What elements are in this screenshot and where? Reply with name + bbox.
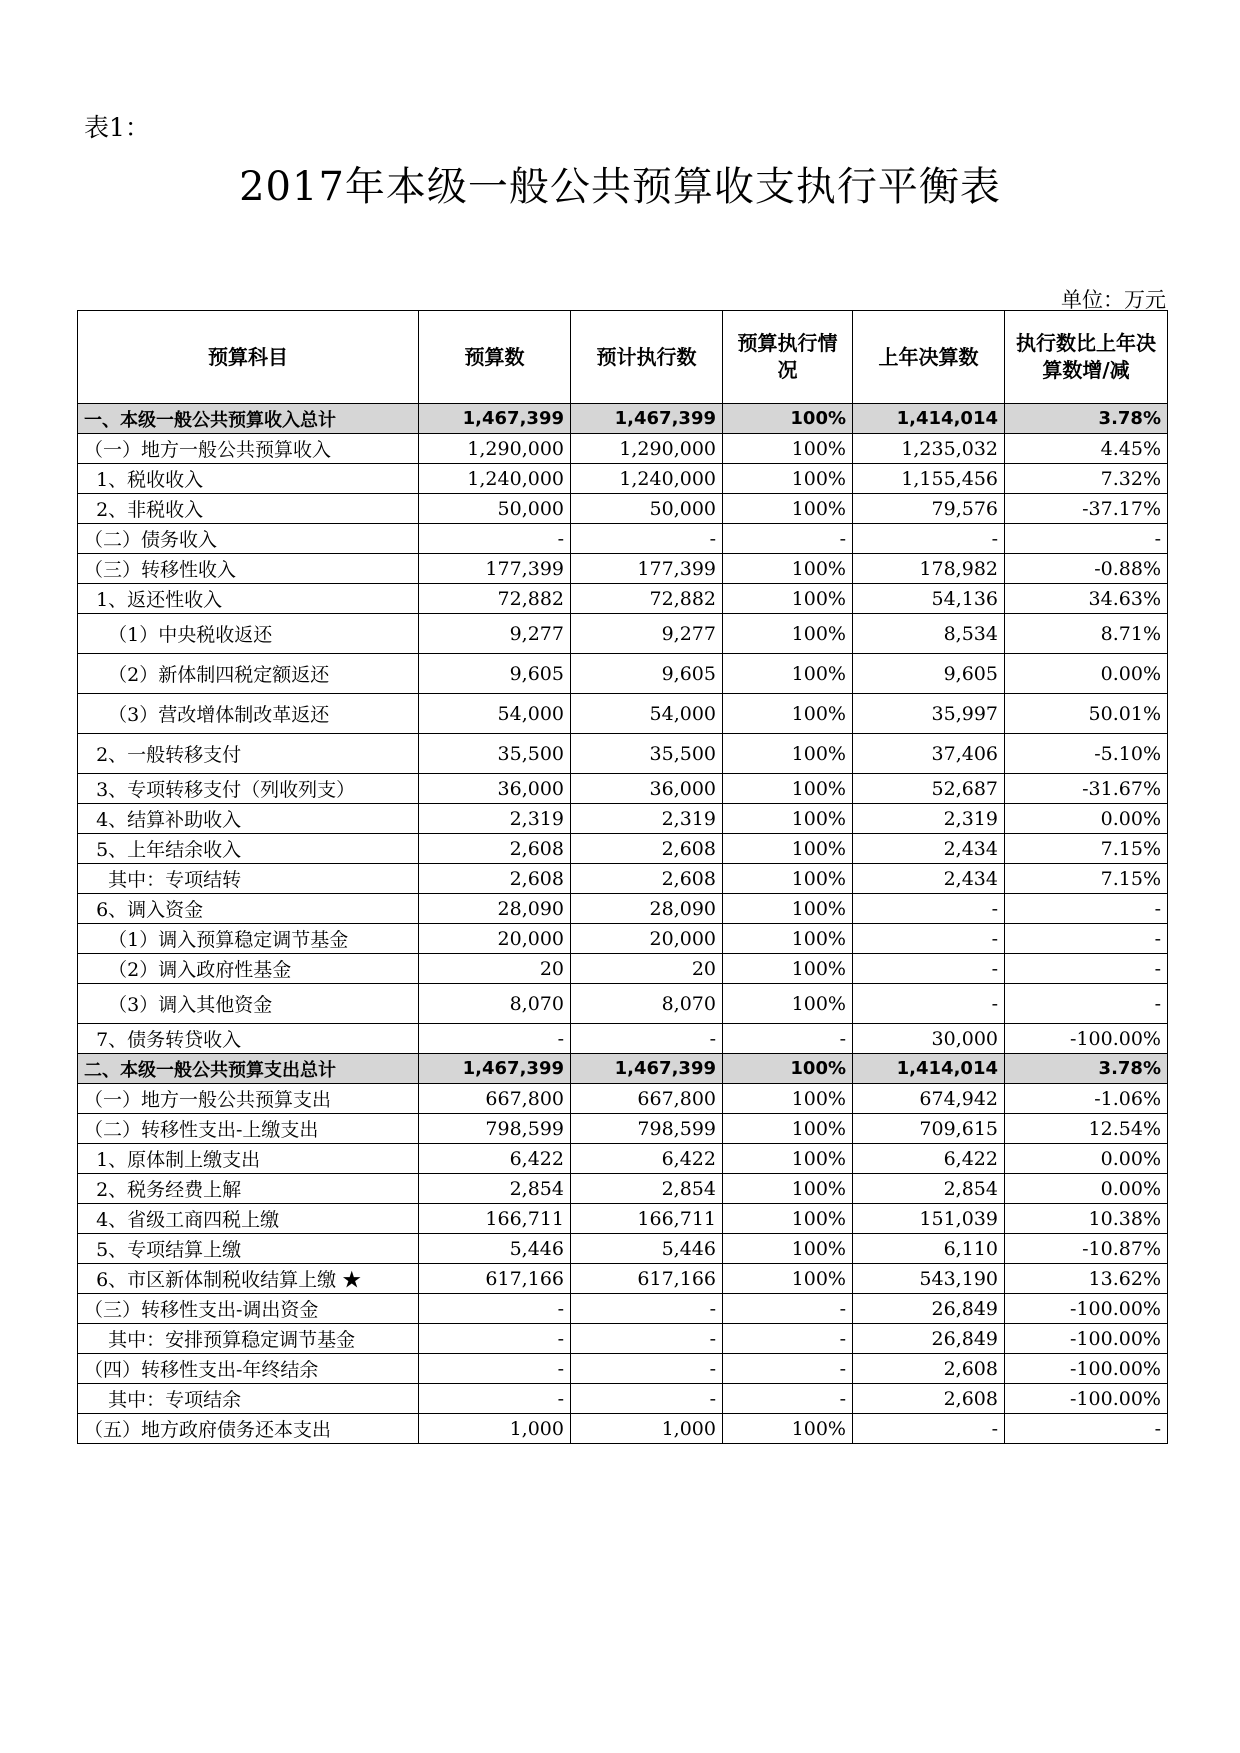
row-name: 3、专项转移支付（列收列支）: [78, 774, 419, 804]
row-name: 1、税收收入: [78, 464, 419, 494]
row-expected: 2,608: [571, 834, 723, 864]
row-change: -10.87%: [1005, 1234, 1168, 1264]
table-row: [78, 1264, 1168, 1294]
row-change: 4.45%: [1005, 434, 1168, 464]
row-name: （二）债务收入: [78, 524, 419, 554]
row-rate: 100%: [723, 464, 853, 494]
row-name: 7、债务转贷收入: [78, 1024, 419, 1054]
row-name: （1）调入预算稳定调节基金: [78, 924, 419, 954]
row-rate: -: [723, 1354, 853, 1384]
row-expected: 1,000: [571, 1414, 723, 1444]
row-name: 一、本级一般公共预算收入总计: [78, 404, 419, 434]
row-change: 0.00%: [1005, 1144, 1168, 1174]
row-budget: 50,000: [419, 494, 571, 524]
row-budget: 166,711: [419, 1204, 571, 1234]
row-rate: 100%: [723, 1084, 853, 1114]
row-name: 1、原体制上缴支出: [78, 1144, 419, 1174]
row-budget: -: [419, 1354, 571, 1384]
row-change: 12.54%: [1005, 1114, 1168, 1144]
page-title: 2017年本级一般公共预算收支执行平衡表: [239, 164, 1001, 210]
row-rate: 100%: [723, 434, 853, 464]
row-last-year: -: [853, 894, 1005, 924]
header-change: 执行数比上年决算数增/减: [1005, 311, 1168, 404]
row-budget: 1,467,399: [419, 404, 571, 434]
row-name: 6、调入资金: [78, 894, 419, 924]
header-budget: 预算数: [419, 311, 571, 404]
row-name: （2）新体制四税定额返还: [78, 654, 419, 694]
row-expected: 2,608: [571, 864, 723, 894]
row-last-year: 178,982: [853, 554, 1005, 584]
row-last-year: 26,849: [853, 1294, 1005, 1324]
row-last-year: 2,854: [853, 1174, 1005, 1204]
row-change: 13.62%: [1005, 1264, 1168, 1294]
row-expected: 798,599: [571, 1114, 723, 1144]
row-expected: -: [571, 1354, 723, 1384]
row-name: 1、返还性收入: [78, 584, 419, 614]
row-name: 4、结算补助收入: [78, 804, 419, 834]
row-rate: 100%: [723, 924, 853, 954]
row-budget: 9,277: [419, 614, 571, 654]
row-rate: -: [723, 1324, 853, 1354]
row-last-year: 52,687: [853, 774, 1005, 804]
row-name: 2、非税收入: [78, 494, 419, 524]
row-budget: -: [419, 524, 571, 554]
row-budget: 1,240,000: [419, 464, 571, 494]
row-budget: 617,166: [419, 1264, 571, 1294]
row-rate: -: [723, 1024, 853, 1054]
row-name: （一）地方一般公共预算收入: [78, 434, 419, 464]
row-expected: 9,605: [571, 654, 723, 694]
row-change: -100.00%: [1005, 1324, 1168, 1354]
row-change: 50.01%: [1005, 694, 1168, 734]
row-budget: 1,000: [419, 1414, 571, 1444]
row-expected: 36,000: [571, 774, 723, 804]
row-last-year: 2,434: [853, 834, 1005, 864]
row-rate: 100%: [723, 654, 853, 694]
table-row: [78, 1174, 1168, 1204]
row-change: -100.00%: [1005, 1384, 1168, 1414]
row-last-year: 2,608: [853, 1384, 1005, 1414]
row-change: -: [1005, 924, 1168, 954]
row-budget: 20: [419, 954, 571, 984]
row-last-year: 1,155,456: [853, 464, 1005, 494]
row-rate: 100%: [723, 584, 853, 614]
row-budget: 2,608: [419, 864, 571, 894]
row-rate: 100%: [723, 864, 853, 894]
table-row: [78, 614, 1168, 654]
row-rate: 100%: [723, 954, 853, 984]
row-change: -1.06%: [1005, 1084, 1168, 1114]
row-expected: -: [571, 524, 723, 554]
row-change: -37.17%: [1005, 494, 1168, 524]
row-name: （五）地方政府债务还本支出: [78, 1414, 419, 1444]
row-budget: 35,500: [419, 734, 571, 774]
row-expected: -: [571, 1024, 723, 1054]
row-name: （三）转移性收入: [78, 554, 419, 584]
row-budget: 8,070: [419, 984, 571, 1024]
row-last-year: 2,434: [853, 864, 1005, 894]
table-row: [78, 464, 1168, 494]
row-change: -100.00%: [1005, 1294, 1168, 1324]
row-budget: 177,399: [419, 554, 571, 584]
row-change: -100.00%: [1005, 1024, 1168, 1054]
row-rate: 100%: [723, 984, 853, 1024]
table-row: [78, 1234, 1168, 1264]
row-change: 7.15%: [1005, 864, 1168, 894]
table-row: [78, 984, 1168, 1024]
row-name: （3）营改增体制改革返还: [78, 694, 419, 734]
row-last-year: 35,997: [853, 694, 1005, 734]
row-expected: 2,319: [571, 804, 723, 834]
row-change: -0.88%: [1005, 554, 1168, 584]
row-name: （1）中央税收返还: [78, 614, 419, 654]
table-row: [78, 494, 1168, 524]
row-last-year: -: [853, 984, 1005, 1024]
row-expected: -: [571, 1294, 723, 1324]
row-rate: 100%: [723, 694, 853, 734]
row-expected: 28,090: [571, 894, 723, 924]
table-row: [78, 654, 1168, 694]
row-expected: 177,399: [571, 554, 723, 584]
row-rate: 100%: [723, 1204, 853, 1234]
row-rate: 100%: [723, 554, 853, 584]
row-change: 3.78%: [1005, 1054, 1168, 1084]
row-budget: 2,319: [419, 804, 571, 834]
row-budget: -: [419, 1324, 571, 1354]
row-last-year: -: [853, 1414, 1005, 1444]
table-row: [78, 694, 1168, 734]
row-expected: 35,500: [571, 734, 723, 774]
row-change: 0.00%: [1005, 1174, 1168, 1204]
row-budget: 1,467,399: [419, 1054, 571, 1084]
row-name: 其中：专项结余: [78, 1384, 419, 1414]
row-rate: 100%: [723, 804, 853, 834]
header-rate: 预算执行情况: [723, 311, 853, 404]
row-change: 8.71%: [1005, 614, 1168, 654]
row-name: 6、市区新体制税收结算上缴 ★: [78, 1264, 419, 1294]
row-expected: 2,854: [571, 1174, 723, 1204]
row-budget: 54,000: [419, 694, 571, 734]
table-row: [78, 954, 1168, 984]
row-budget: -: [419, 1024, 571, 1054]
row-last-year: 1,414,014: [853, 1054, 1005, 1084]
header-expected: 预计执行数: [571, 311, 723, 404]
row-name: 5、专项结算上缴: [78, 1234, 419, 1264]
row-expected: 20,000: [571, 924, 723, 954]
row-change: -31.67%: [1005, 774, 1168, 804]
row-last-year: 543,190: [853, 1264, 1005, 1294]
row-rate: 100%: [723, 1144, 853, 1174]
row-last-year: 26,849: [853, 1324, 1005, 1354]
table-row: [78, 434, 1168, 464]
row-name: 5、上年结余收入: [78, 834, 419, 864]
row-expected: 617,166: [571, 1264, 723, 1294]
row-budget: -: [419, 1294, 571, 1324]
row-change: -5.10%: [1005, 734, 1168, 774]
row-expected: 20: [571, 954, 723, 984]
row-name: （二）转移性支出-上缴支出: [78, 1114, 419, 1144]
row-rate: 100%: [723, 614, 853, 654]
row-budget: 9,605: [419, 654, 571, 694]
row-last-year: -: [853, 524, 1005, 554]
row-name: （三）转移性支出-调出资金: [78, 1294, 419, 1324]
row-name: （四）转移性支出-年终结余: [78, 1354, 419, 1384]
header-last-year: 上年决算数: [853, 311, 1005, 404]
row-expected: 667,800: [571, 1084, 723, 1114]
row-name: 4、省级工商四税上缴: [78, 1204, 419, 1234]
row-budget: 36,000: [419, 774, 571, 804]
table-body: [78, 404, 1168, 1444]
row-change: -: [1005, 954, 1168, 984]
row-expected: 54,000: [571, 694, 723, 734]
row-budget: 798,599: [419, 1114, 571, 1144]
row-budget: 20,000: [419, 924, 571, 954]
row-expected: 166,711: [571, 1204, 723, 1234]
row-name: 其中：安排预算稳定调节基金: [78, 1324, 419, 1354]
row-expected: 1,467,399: [571, 1054, 723, 1084]
row-budget: -: [419, 1384, 571, 1414]
row-rate: 100%: [723, 774, 853, 804]
row-rate: 100%: [723, 1114, 853, 1144]
row-change: 0.00%: [1005, 654, 1168, 694]
row-last-year: 8,534: [853, 614, 1005, 654]
row-expected: 9,277: [571, 614, 723, 654]
table-row: [78, 864, 1168, 894]
row-expected: 8,070: [571, 984, 723, 1024]
row-rate: 100%: [723, 404, 853, 434]
table-row: [78, 1354, 1168, 1384]
row-name: 2、一般转移支付: [78, 734, 419, 774]
row-rate: -: [723, 1294, 853, 1324]
row-budget: 72,882: [419, 584, 571, 614]
row-expected: 6,422: [571, 1144, 723, 1174]
row-budget: 667,800: [419, 1084, 571, 1114]
total-row: [78, 404, 1168, 434]
table-row: [78, 1114, 1168, 1144]
table-row: [78, 1144, 1168, 1174]
table-row: [78, 1294, 1168, 1324]
row-expected: 72,882: [571, 584, 723, 614]
table-header-row: [78, 311, 1168, 404]
header-subject: 预算科目: [78, 311, 419, 404]
row-last-year: 1,414,014: [853, 404, 1005, 434]
row-rate: 100%: [723, 1414, 853, 1444]
table-row: [78, 834, 1168, 864]
row-expected: 1,290,000: [571, 434, 723, 464]
row-rate: -: [723, 524, 853, 554]
row-budget: 28,090: [419, 894, 571, 924]
table-row: [78, 894, 1168, 924]
row-expected: 1,467,399: [571, 404, 723, 434]
table-row: [78, 804, 1168, 834]
row-last-year: 37,406: [853, 734, 1005, 774]
row-last-year: 151,039: [853, 1204, 1005, 1234]
row-last-year: 709,615: [853, 1114, 1005, 1144]
row-rate: 100%: [723, 1264, 853, 1294]
row-rate: 100%: [723, 1174, 853, 1204]
table-row: [78, 1024, 1168, 1054]
table-row: [78, 1414, 1168, 1444]
row-name: 二、本级一般公共预算支出总计: [78, 1054, 419, 1084]
row-last-year: 9,605: [853, 654, 1005, 694]
row-expected: -: [571, 1324, 723, 1354]
row-name: （2）调入政府性基金: [78, 954, 419, 984]
table-row: [78, 924, 1168, 954]
row-last-year: -: [853, 924, 1005, 954]
table-row: [78, 1384, 1168, 1414]
table-row: [78, 554, 1168, 584]
row-last-year: 30,000: [853, 1024, 1005, 1054]
row-last-year: 6,422: [853, 1144, 1005, 1174]
row-change: 34.63%: [1005, 584, 1168, 614]
row-budget: 2,854: [419, 1174, 571, 1204]
row-last-year: 54,136: [853, 584, 1005, 614]
row-last-year: -: [853, 954, 1005, 984]
table-row: [78, 734, 1168, 774]
row-last-year: 674,942: [853, 1084, 1005, 1114]
unit-label: 单位：万元: [1061, 288, 1166, 312]
table-row: [78, 774, 1168, 804]
row-rate: 100%: [723, 834, 853, 864]
row-last-year: 2,319: [853, 804, 1005, 834]
row-change: 3.78%: [1005, 404, 1168, 434]
row-expected: 5,446: [571, 1234, 723, 1264]
table-row: [78, 1324, 1168, 1354]
total-row: [78, 1054, 1168, 1084]
row-name: 其中：专项结转: [78, 864, 419, 894]
budget-table: [77, 310, 1168, 1444]
table-row: [78, 1084, 1168, 1114]
row-change: 7.15%: [1005, 834, 1168, 864]
row-last-year: 79,576: [853, 494, 1005, 524]
table-label: 表1：: [84, 113, 150, 142]
row-change: -100.00%: [1005, 1354, 1168, 1384]
row-change: 0.00%: [1005, 804, 1168, 834]
row-change: -: [1005, 1414, 1168, 1444]
row-expected: -: [571, 1384, 723, 1414]
row-change: -: [1005, 524, 1168, 554]
row-change: -: [1005, 984, 1168, 1024]
row-rate: 100%: [723, 894, 853, 924]
row-name: （3）调入其他资金: [78, 984, 419, 1024]
row-budget: 2,608: [419, 834, 571, 864]
row-budget: 6,422: [419, 1144, 571, 1174]
row-last-year: 1,235,032: [853, 434, 1005, 464]
table-row: [78, 524, 1168, 554]
row-rate: -: [723, 1384, 853, 1414]
row-rate: 100%: [723, 734, 853, 774]
table-row: [78, 584, 1168, 614]
row-change: -: [1005, 894, 1168, 924]
row-change: 10.38%: [1005, 1204, 1168, 1234]
row-expected: 1,240,000: [571, 464, 723, 494]
row-rate: 100%: [723, 494, 853, 524]
row-budget: 5,446: [419, 1234, 571, 1264]
row-name: 2、税务经费上解: [78, 1174, 419, 1204]
row-name: （一）地方一般公共预算支出: [78, 1084, 419, 1114]
row-rate: 100%: [723, 1234, 853, 1264]
row-expected: 50,000: [571, 494, 723, 524]
row-budget: 1,290,000: [419, 434, 571, 464]
row-last-year: 6,110: [853, 1234, 1005, 1264]
table-row: [78, 1204, 1168, 1234]
row-change: 7.32%: [1005, 464, 1168, 494]
row-rate: 100%: [723, 1054, 853, 1084]
row-last-year: 2,608: [853, 1354, 1005, 1384]
